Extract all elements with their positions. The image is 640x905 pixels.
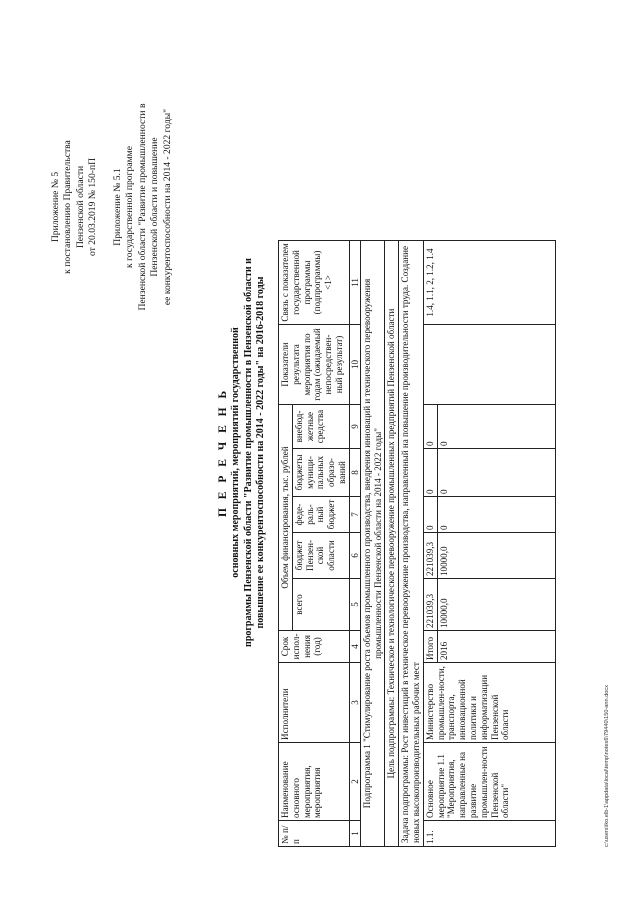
row-regional: 10000,0 xyxy=(437,533,555,579)
column-number: 5 xyxy=(349,579,360,631)
header-federal: феде-раль-ный бюджет xyxy=(292,497,349,533)
header-line: Пензенской области и повышение xyxy=(149,137,161,277)
title-heading: П Е Р Е Ч Е Н Ь xyxy=(217,387,229,518)
subprogram-goal: Цель подпрограммы: Техническое и технологическое перевооружение промышленных предприятий Пензенской области xyxy=(385,241,399,847)
header-line: от 20.03.2019 № 150-пП xyxy=(87,157,99,257)
column-numbers-row xyxy=(349,241,360,847)
row-term: 2016 xyxy=(437,631,555,663)
subprogram-row xyxy=(360,241,385,847)
row-executor: Министерство промышлен-ности, транспорта, инновационной политики и информатизации Пензенской области xyxy=(423,663,555,743)
header-regional: бюджет Пензен-ской области xyxy=(292,533,349,579)
row-term: Итого xyxy=(423,631,437,663)
header-total: всего xyxy=(292,579,349,631)
header-executors: Исполнители xyxy=(279,663,350,743)
row-municipal: 0 xyxy=(423,449,437,497)
row-total: 10000,0 xyxy=(437,579,555,631)
column-number: 8 xyxy=(349,449,360,497)
header-line: к постановлению Правительства xyxy=(62,140,74,274)
header-name: Наименование основного мероприятия, мероприятия xyxy=(279,743,350,821)
header-line: Приложение № 5 xyxy=(50,171,61,243)
column-number: 4 xyxy=(349,631,360,663)
header-line: Приложение № 5.1 xyxy=(112,168,123,246)
row-federal: 0 xyxy=(437,497,555,533)
appendix-5-1-header xyxy=(112,57,174,357)
header-link: Связь с показателем государственной программы (подпрограммы) <1> xyxy=(279,241,350,325)
table-row xyxy=(423,241,437,847)
header-extrabudget: внебюд-жетные средства xyxy=(292,405,349,449)
column-number: 6 xyxy=(349,533,360,579)
row-municipal: 0 xyxy=(437,449,555,497)
header-line: к государственной программе xyxy=(124,146,136,268)
row-extrabudget: 0 xyxy=(437,405,555,449)
task-row xyxy=(399,241,424,847)
subprogram-task: Задача подпрограммы: Рост инвестиций в техническое перевооружение производства, направленный на повышение производительности труда. Создание новых высокопроизводительных рабочих мест xyxy=(399,241,424,847)
column-number: 1 xyxy=(349,821,360,847)
goal-row xyxy=(385,241,399,847)
subprogram-title: Подпрограмма 1 "Стимулирование роста объемов промышленного производства, внедрения инноваций и технического перевооружения промышленности Пензенской области на 2014 - 2022 годы" xyxy=(360,241,385,847)
row-extrabudget: 0 xyxy=(423,405,437,449)
row-regional: 221039,3 xyxy=(423,533,437,579)
row-measure-name: Основное мероприятие 1.1 "Мероприятия, направленные на развитие промышлен-ности Пензенской области" xyxy=(423,743,555,821)
row-number: 1.1. xyxy=(423,821,555,847)
header-line: ее конкурентоспособности на 2014 - 2022 годы" xyxy=(161,108,173,306)
document-title xyxy=(217,40,268,865)
column-number: 10 xyxy=(349,325,360,405)
row-link: 1.4, 1.1, 2, 1.2, 1.4 xyxy=(423,241,555,325)
column-number: 2 xyxy=(349,743,360,821)
measures-table xyxy=(278,240,556,847)
title-line: основных мероприятий, мероприятий государственной xyxy=(230,327,242,578)
title-line: программы Пензенской области "Развитие промышленности в Пензенской области и xyxy=(242,258,254,647)
table-header-row xyxy=(279,241,293,847)
header-term: Срок испол-нения (год) xyxy=(279,631,350,663)
title-line: повышение ее конкурентоспособности на 2014 - 2022 годы" на 2016-2018 годы xyxy=(255,276,267,629)
row-federal: 0 xyxy=(423,497,437,533)
row-indicators xyxy=(423,325,555,405)
column-number: 11 xyxy=(349,241,360,325)
header-indicators: Показатели результата мероприятия по годам (ожидаемый непосредствен-ный результат) xyxy=(279,325,350,405)
header-line: Пензенской области "Развитие промышленности в xyxy=(136,103,148,311)
header-funding: Объем финансирования, тыс. рублей xyxy=(279,405,293,631)
file-path-footer: c:\users\iko.elb-1\appdata\local\temp\notes6\79440\150-ann.docx xyxy=(604,684,610,847)
column-number: 3 xyxy=(349,663,360,743)
header-municipal: бюджеты муници-пальных образо-ваний xyxy=(292,449,349,497)
column-number: 7 xyxy=(349,497,360,533)
header-line: Пензенской области xyxy=(74,165,86,249)
column-number: 9 xyxy=(349,405,360,449)
header-num: № п/п xyxy=(279,821,350,847)
appendix-5-header xyxy=(50,57,100,357)
row-total: 221039,3 xyxy=(423,579,437,631)
